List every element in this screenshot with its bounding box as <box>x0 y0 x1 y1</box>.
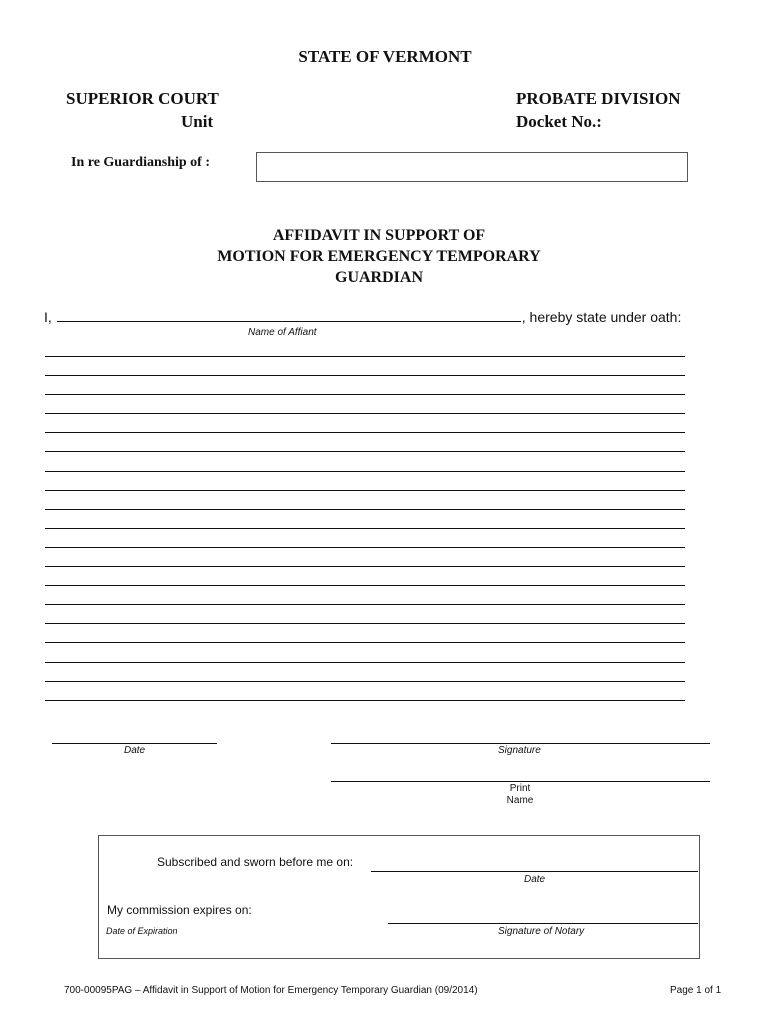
print-name-caption: Print Name <box>506 783 534 806</box>
notary-signature-caption: Signature of Notary <box>498 926 585 937</box>
notary-signature-field[interactable] <box>388 923 698 924</box>
expiration-date-caption: Date of Expiration <box>106 926 178 936</box>
date-caption: Date <box>124 745 146 756</box>
statement-line[interactable] <box>45 662 685 681</box>
page-number: Page 1 of 1 <box>670 985 722 996</box>
statement-line[interactable] <box>45 623 685 642</box>
statement-line[interactable] <box>45 432 685 451</box>
statement-line[interactable] <box>45 642 685 661</box>
statement-line[interactable] <box>45 547 685 566</box>
statement-line[interactable] <box>45 681 685 700</box>
document-title-line-1: AFFIDAVIT IN SUPPORT OF <box>272 227 486 244</box>
statement-line[interactable] <box>45 394 685 413</box>
signature-caption: Signature <box>498 745 541 756</box>
print-name-field[interactable] <box>331 781 710 782</box>
statement-line[interactable] <box>45 451 685 470</box>
document-title <box>0 225 758 288</box>
form-id: 700-00095PAG – Affidavit in Support of Motion for Emergency Temporary Guardian (09/2014) <box>64 985 478 996</box>
statement-line[interactable] <box>45 413 685 432</box>
sworn-date-field[interactable] <box>371 871 698 872</box>
affiant-name-caption: Name of Affiant <box>248 327 317 338</box>
document-title-line-3: GUARDIAN <box>335 269 423 286</box>
court-unit-label: Unit <box>181 112 214 131</box>
statement-line[interactable] <box>45 471 685 490</box>
oath-prefix: I, <box>44 309 52 325</box>
court-name: SUPERIOR COURT <box>66 89 219 108</box>
affiant-name-field[interactable] <box>57 307 521 322</box>
notary-section <box>98 835 700 959</box>
sworn-date-caption: Date <box>524 874 546 885</box>
commission-label: My commission expires on: <box>107 903 252 917</box>
statement-line[interactable] <box>45 356 685 375</box>
signature-field[interactable] <box>331 743 710 744</box>
date-field[interactable] <box>52 743 217 744</box>
statement-lines <box>45 356 685 719</box>
statement-line[interactable] <box>45 528 685 547</box>
guardianship-label: In re Guardianship of : <box>71 155 210 170</box>
oath-suffix: , hereby state under oath: <box>521 309 682 325</box>
guardianship-name-field[interactable] <box>256 152 688 182</box>
statement-line[interactable] <box>45 700 685 719</box>
statement-line[interactable] <box>45 490 685 509</box>
statement-line[interactable] <box>45 566 685 585</box>
oath-statement <box>44 307 681 325</box>
state-heading: STATE OF VERMONT <box>298 47 472 66</box>
statement-line[interactable] <box>45 585 685 604</box>
statement-line[interactable] <box>45 604 685 623</box>
sworn-label: Subscribed and sworn before me on: <box>157 855 354 869</box>
division-name: PROBATE DIVISION <box>516 89 681 108</box>
statement-line[interactable] <box>45 375 685 394</box>
docket-number-label: Docket No.: <box>516 112 602 131</box>
statement-line[interactable] <box>45 509 685 528</box>
document-title-line-2: MOTION FOR EMERGENCY TEMPORARY <box>217 248 541 265</box>
